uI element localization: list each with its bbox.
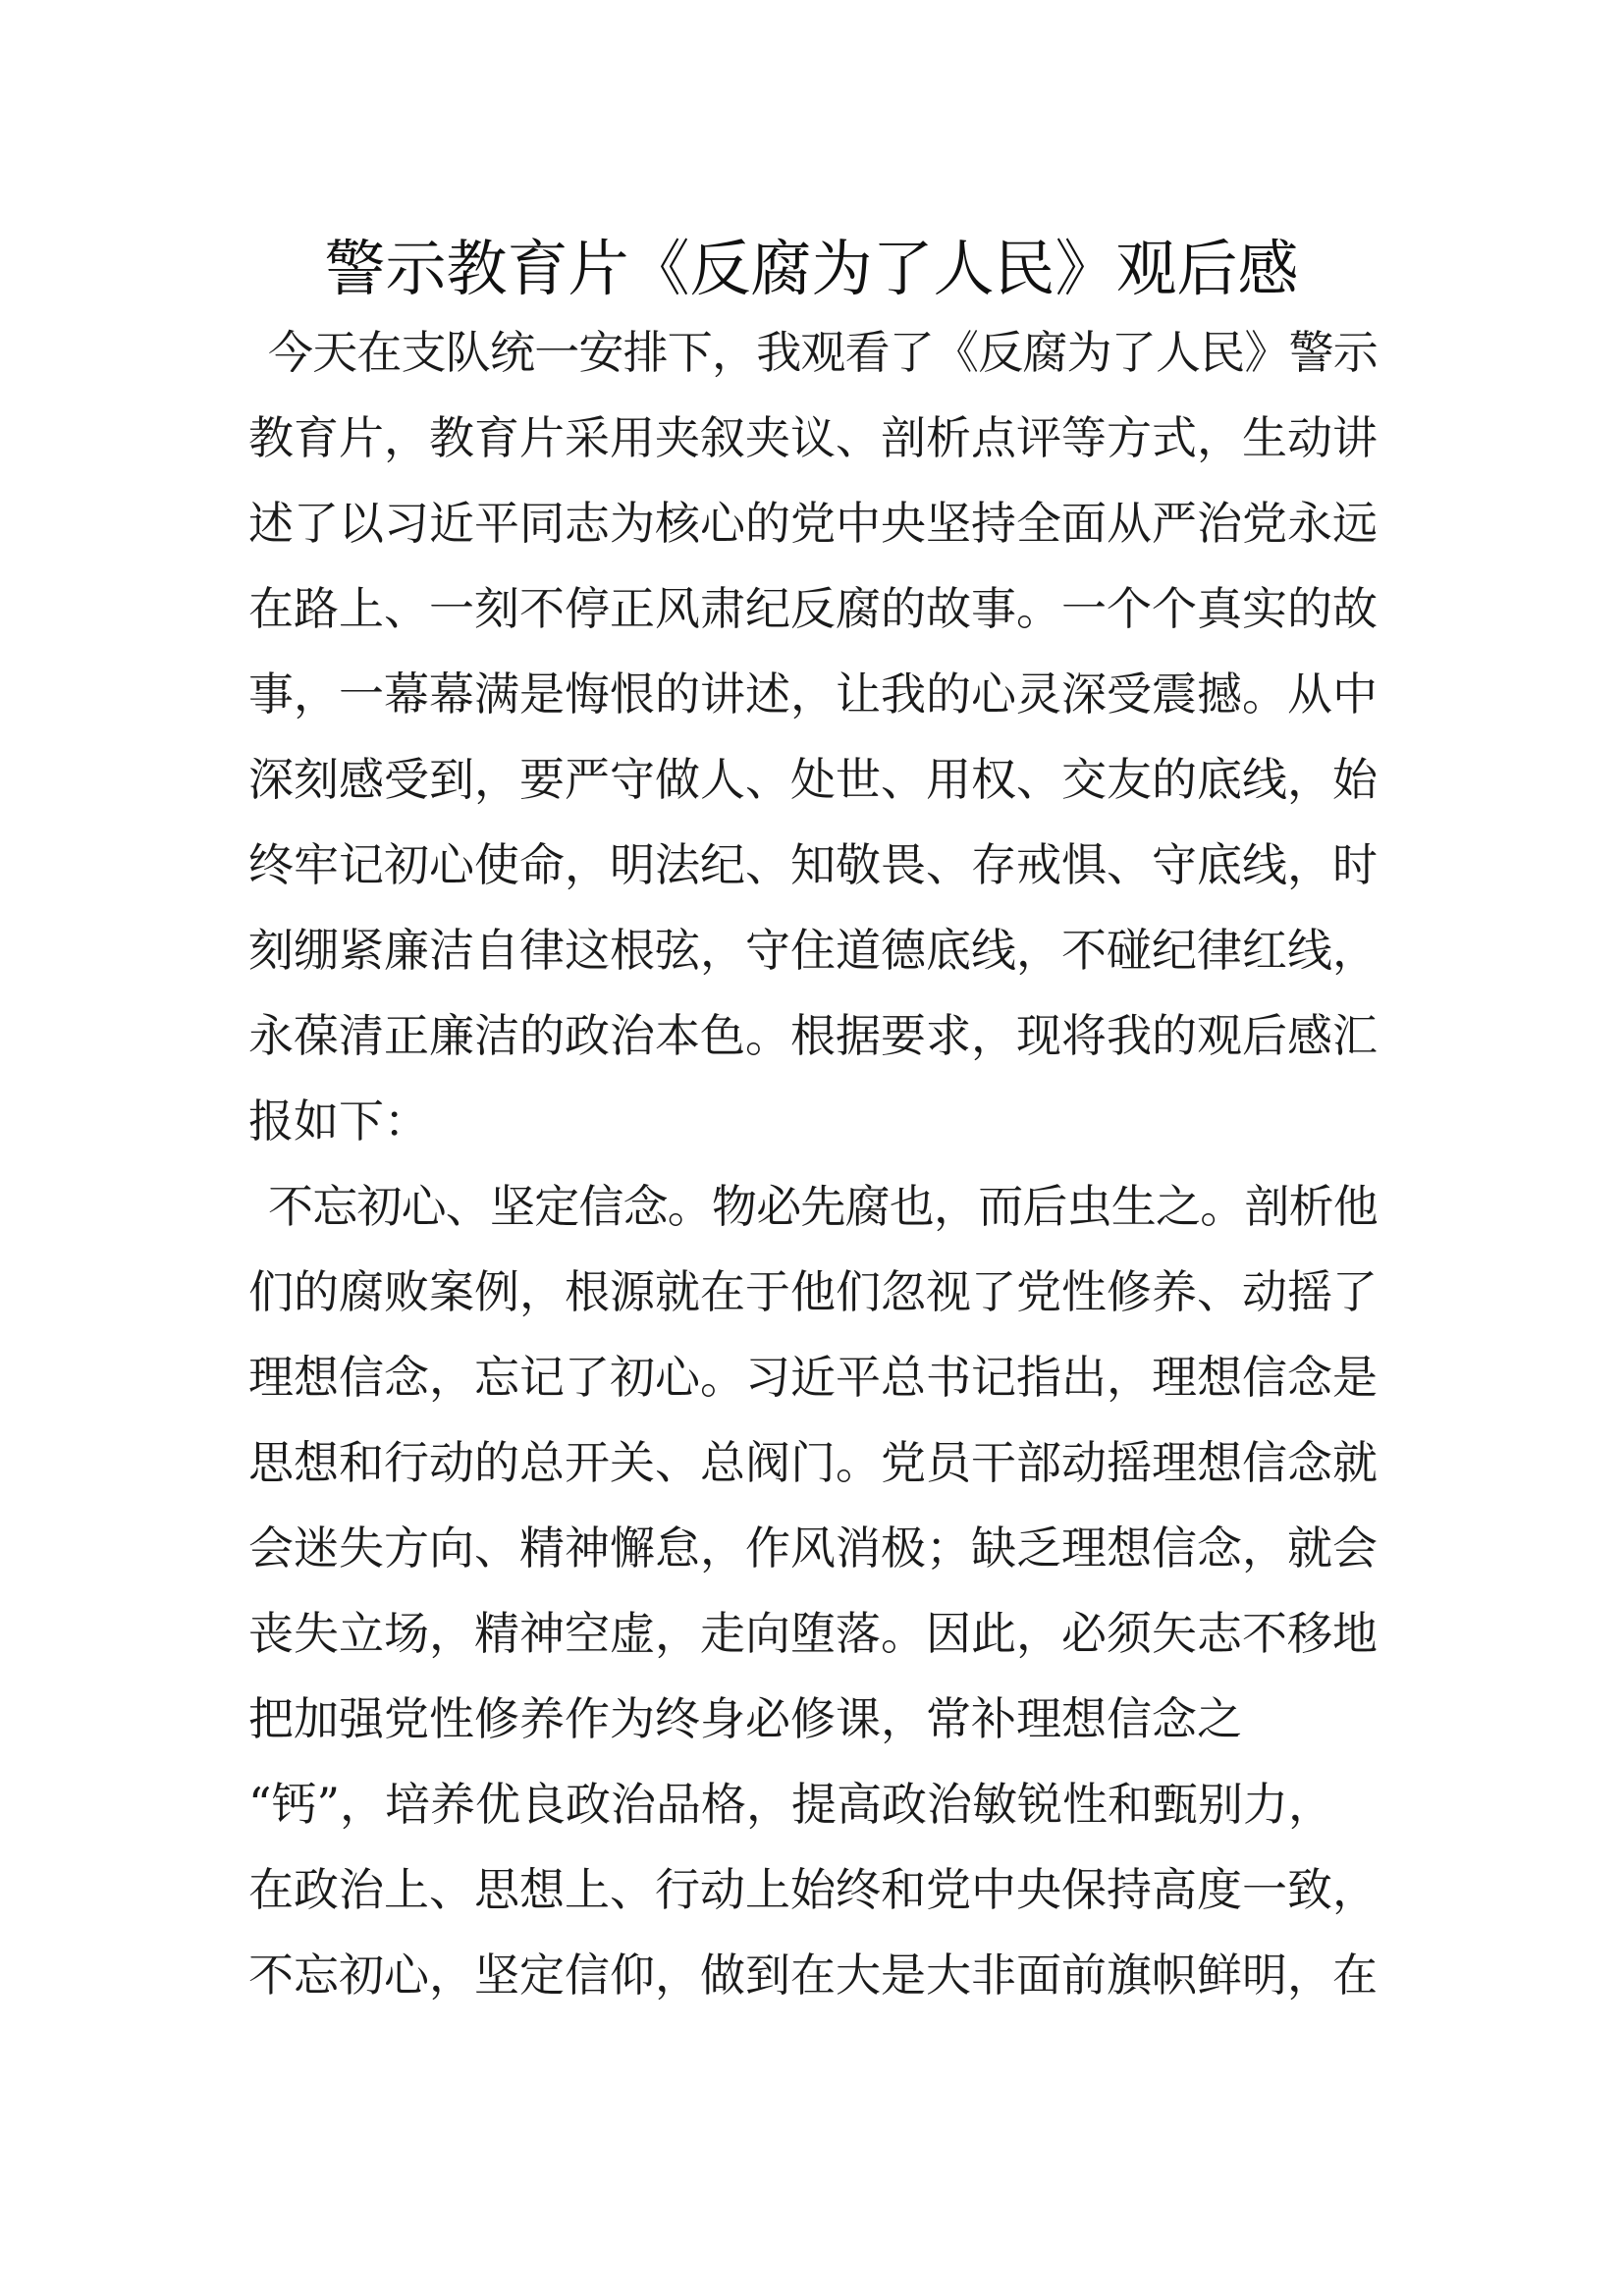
document-title: 警示教育片《反腐为了人民》观后感: [324, 233, 1299, 304]
paragraph-2-line-7: 把加强党性修养作为终身必修课，常补理想信念之: [248, 1692, 1242, 1745]
paragraph-2-line-10: 不忘初心，坚定信仰，做到在大是大非面前旗帜鲜明，在: [248, 1949, 1378, 2002]
paragraph-1-line-4: 在路上、一刻不停正风肃纪反腐的故事。一个个真实的故: [248, 582, 1378, 635]
document-body: [248, 310, 1378, 2018]
paragraph-1-line-1: 今天在支队统一安排下，我观看了《反腐为了人民》警示: [268, 326, 1379, 379]
paragraph-2-line-9: 在政治上、思想上、行动上始终和党中央保持高度一致，: [248, 1863, 1378, 1916]
paragraph-2-line-6: 丧失立场，精神空虚，走向堕落。因此，必须矢志不移地: [248, 1607, 1378, 1660]
paragraph-1-line-10: 报如下：: [248, 1095, 429, 1148]
paragraph-1-line-6: 深刻感受到，要严守做人、处世、用权、交友的底线，始: [248, 753, 1378, 806]
paragraph-1-line-3: 述了以习近平同志为核心的党中央坚持全面从严治党永远: [248, 497, 1378, 550]
paragraph-2-line-1: 不忘初心、坚定信念。物必先腐也，而后虫生之。剖析他: [268, 1180, 1379, 1233]
paragraph-1-line-9: 永葆清正廉洁的政治本色。根据要求，现将我的观后感汇: [248, 1009, 1378, 1062]
paragraph-1-line-2: 教育片，教育片采用夹叙夹议、剖析点评等方式，生动讲: [248, 411, 1378, 464]
paragraph-1-line-7: 终牢记初心使命，明法纪、知敬畏、存戒惧、守底线，时: [248, 838, 1378, 891]
paragraph-2-line-3: 理想信念，忘记了初心。习近平总书记指出，理想信念是: [248, 1351, 1378, 1404]
paragraph-2-line-2: 们的腐败案例，根源就在于他们忽视了党性修养、动摇了: [248, 1265, 1378, 1318]
paragraph-2-line-8: “钙”，培养优良政治品格，提高政治敏锐性和甄别力，: [248, 1778, 1334, 1831]
paragraph-1-line-5: 事，一幕幕满是悔恨的讲述，让我的心灵深受震撼。从中: [248, 667, 1378, 721]
paragraph-2-line-4: 思想和行动的总开关、总阀门。党员干部动摇理想信念就: [248, 1436, 1378, 1489]
paragraph-2-line-5: 会迷失方向、精神懈怠，作风消极；缺乏理想信念，就会: [248, 1522, 1378, 1575]
paragraph-1-line-8: 刻绷紧廉洁自律这根弦，守住道德底线，不碰纪律红线，: [248, 924, 1378, 977]
